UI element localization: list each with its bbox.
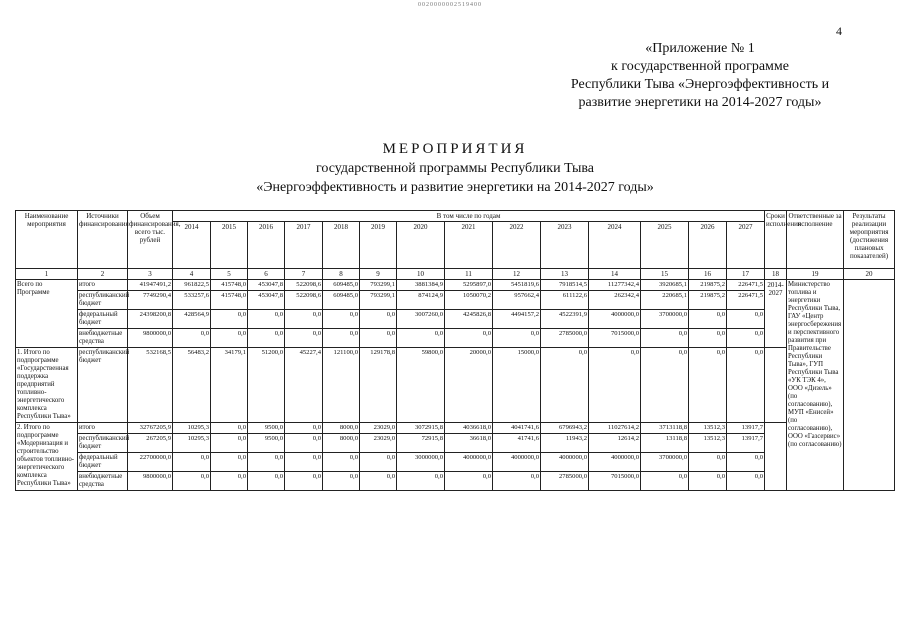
- results-cell: [844, 280, 895, 491]
- appendix-line-3: Республики Тыва «Энергоэффективность и: [570, 77, 830, 92]
- year-value: 226471,5: [727, 291, 765, 310]
- column-number: 2: [78, 269, 128, 280]
- year-header: 2014: [173, 222, 211, 269]
- year-value: 0,0: [397, 329, 445, 348]
- table-row: [16, 280, 895, 291]
- table-row: [16, 472, 895, 491]
- year-value: 0,0: [323, 472, 360, 491]
- funding-source: федеральный бюджет: [78, 453, 128, 472]
- year-value: 220685,1: [641, 291, 689, 310]
- year-value: 0,0: [248, 453, 285, 472]
- column-number: 20: [844, 269, 895, 280]
- funding-source: республиканский бюджет: [78, 291, 128, 310]
- year-value: 957662,4: [493, 291, 541, 310]
- year-value: 0,0: [323, 329, 360, 348]
- year-header: 2015: [211, 222, 248, 269]
- year-value: 56483,2: [173, 348, 211, 423]
- year-value: 453047,8: [248, 280, 285, 291]
- year-value: 0,0: [727, 453, 765, 472]
- column-number: 4: [173, 269, 211, 280]
- column-number: 12: [493, 269, 541, 280]
- year-value: 4000000,0: [589, 453, 641, 472]
- year-value: 59800,0: [397, 348, 445, 423]
- year-value: 5451819,6: [493, 280, 541, 291]
- total-value: 532168,5: [128, 348, 173, 423]
- year-header: 2026: [689, 222, 727, 269]
- total-value: 24398200,8: [128, 310, 173, 329]
- year-value: 0,0: [689, 310, 727, 329]
- year-value: 961822,5: [173, 280, 211, 291]
- year-value: 0,0: [285, 329, 323, 348]
- measure-name: Всего по Программе: [16, 280, 78, 348]
- year-value: 41741,6: [493, 434, 541, 453]
- deadline-cell: [765, 423, 787, 491]
- year-value: 23029,0: [360, 434, 397, 453]
- year-value: 3881384,9: [397, 280, 445, 291]
- year-header: 2020: [397, 222, 445, 269]
- funding-source: внебюджетные средства: [78, 329, 128, 348]
- table-row: [16, 348, 895, 423]
- document-title: [190, 140, 720, 197]
- year-value: 0,0: [689, 453, 727, 472]
- funding-source: федеральный бюджет: [78, 310, 128, 329]
- year-value: 0,0: [727, 472, 765, 491]
- year-value: 72915,8: [397, 434, 445, 453]
- year-value: 0,0: [211, 472, 248, 491]
- year-value: 0,0: [173, 329, 211, 348]
- year-value: 3700000,0: [641, 453, 689, 472]
- table-row: [16, 329, 895, 348]
- column-number: 14: [589, 269, 641, 280]
- year-value: 0,0: [360, 329, 397, 348]
- year-value: 0,0: [727, 348, 765, 423]
- year-value: 5295897,0: [445, 280, 493, 291]
- responsible-cell: Министерство топлива и энергетики Республики Тыва, ГАУ «Центр энергосбережения и перспективного развития при Правительстве Республики Тыва», ГУП Республики Тыва «УК ТЭК 4», ООО «Дизель» (по согласованию), МУП «Енисей» (по согласованию), ООО «Газсервис» (по согласованию): [787, 280, 844, 491]
- measures-table: [15, 210, 895, 491]
- year-value: 0,0: [285, 453, 323, 472]
- year-value: 0,0: [211, 434, 248, 453]
- year-value: 219875,2: [689, 291, 727, 310]
- total-value: 22700000,0: [128, 453, 173, 472]
- year-value: 4000000,0: [541, 453, 589, 472]
- measure-name: 2. Итого по подпрограмме «Модернизация и строительство объектов топливно-энергетического комплекса Республики Тыва»: [16, 423, 78, 491]
- funding-source: республиканский бюджет: [78, 348, 128, 423]
- year-value: 20000,0: [445, 348, 493, 423]
- year-value: 793299,1: [360, 280, 397, 291]
- year-value: 3072915,8: [397, 423, 445, 434]
- year-value: 0,0: [689, 472, 727, 491]
- year-value: 0,0: [641, 348, 689, 423]
- appendix-line-1: «Приложение № 1: [645, 41, 755, 56]
- year-value: 34179,1: [211, 348, 248, 423]
- year-value: 3920685,1: [641, 280, 689, 291]
- header-results: Результаты реализации мероприятия (достижения плановых показателей): [844, 211, 895, 269]
- year-value: 7015000,0: [589, 472, 641, 491]
- column-number: 10: [397, 269, 445, 280]
- column-number: 9: [360, 269, 397, 280]
- column-number: 5: [211, 269, 248, 280]
- year-value: 415748,0: [211, 291, 248, 310]
- year-value: 2785000,0: [541, 472, 589, 491]
- total-value: 267205,9: [128, 434, 173, 453]
- year-value: 6796943,2: [541, 423, 589, 434]
- year-value: 609485,0: [323, 280, 360, 291]
- year-value: 0,0: [493, 472, 541, 491]
- title-line-3: «Энергоэффективность и развитие энергетики на 2014-2027 годы»: [256, 180, 654, 195]
- year-value: 0,0: [173, 453, 211, 472]
- header-name: Наименование мероприятия: [16, 211, 78, 269]
- year-value: 611122,6: [541, 291, 589, 310]
- year-value: 4245826,8: [445, 310, 493, 329]
- year-header: 2018: [323, 222, 360, 269]
- year-value: 0,0: [211, 423, 248, 434]
- year-value: 0,0: [323, 453, 360, 472]
- year-value: 13118,8: [641, 434, 689, 453]
- year-header: 2027: [727, 222, 765, 269]
- year-value: 874124,9: [397, 291, 445, 310]
- year-value: 10295,3: [173, 423, 211, 434]
- year-value: 0,0: [445, 472, 493, 491]
- year-value: 522098,6: [285, 291, 323, 310]
- year-value: 9500,0: [248, 423, 285, 434]
- page-top-stamp: 0020000002519400: [418, 2, 482, 8]
- year-value: 2785000,0: [541, 329, 589, 348]
- year-value: 0,0: [397, 472, 445, 491]
- column-number: 16: [689, 269, 727, 280]
- table-row: [16, 291, 895, 310]
- page-number: 4: [836, 24, 842, 38]
- year-value: 11943,2: [541, 434, 589, 453]
- column-number: 1: [16, 269, 78, 280]
- year-value: 8000,0: [323, 423, 360, 434]
- year-value: 4041741,6: [493, 423, 541, 434]
- total-value: 41947491,2: [128, 280, 173, 291]
- year-value: 51200,0: [248, 348, 285, 423]
- year-value: 11277342,4: [589, 280, 641, 291]
- table-row: [16, 310, 895, 329]
- column-number: 18: [765, 269, 787, 280]
- deadline-cell: 2014-2027: [765, 280, 787, 348]
- year-value: 7918514,5: [541, 280, 589, 291]
- year-value: 226471,5: [727, 280, 765, 291]
- year-value: 0,0: [360, 310, 397, 329]
- year-value: 533257,6: [173, 291, 211, 310]
- column-number: 13: [541, 269, 589, 280]
- year-value: 0,0: [493, 329, 541, 348]
- year-value: 0,0: [173, 472, 211, 491]
- year-value: 453047,8: [248, 291, 285, 310]
- header-by-years: В том числе по годам: [173, 211, 765, 222]
- year-value: 3007260,0: [397, 310, 445, 329]
- column-number: 7: [285, 269, 323, 280]
- year-header: 2019: [360, 222, 397, 269]
- header-deadline: Сроки исполнения: [765, 211, 787, 269]
- appendix-line-2: к государственной программе: [611, 59, 789, 74]
- year-value: 1050070,2: [445, 291, 493, 310]
- year-value: 219875,2: [689, 280, 727, 291]
- header-volume: Объем финансирования, всего тыс. рублей: [128, 211, 173, 269]
- year-value: 0,0: [727, 329, 765, 348]
- year-value: 0,0: [360, 453, 397, 472]
- year-value: 11027614,2: [589, 423, 641, 434]
- year-value: 121100,0: [323, 348, 360, 423]
- year-value: 3713118,8: [641, 423, 689, 434]
- year-value: 0,0: [285, 310, 323, 329]
- column-number: 11: [445, 269, 493, 280]
- appendix-line-4: развитие энергетики на 2014-2027 годы»: [578, 95, 822, 110]
- year-value: 4000000,0: [589, 310, 641, 329]
- year-value: 13512,3: [689, 434, 727, 453]
- year-value: 262342,4: [589, 291, 641, 310]
- year-value: 0,0: [689, 348, 727, 423]
- year-value: 3000000,0: [397, 453, 445, 472]
- year-value: 23029,0: [360, 423, 397, 434]
- year-value: 609485,0: [323, 291, 360, 310]
- year-value: 0,0: [323, 310, 360, 329]
- year-value: 9500,0: [248, 434, 285, 453]
- header-responsible: Ответственные за исполнение: [787, 211, 844, 269]
- year-value: 428564,9: [173, 310, 211, 329]
- year-value: 4000000,0: [445, 453, 493, 472]
- year-value: 0,0: [211, 310, 248, 329]
- year-header: 2016: [248, 222, 285, 269]
- year-header: 2024: [589, 222, 641, 269]
- year-value: 13512,3: [689, 423, 727, 434]
- total-value: 9800000,0: [128, 472, 173, 491]
- year-value: 4036618,0: [445, 423, 493, 434]
- year-value: 4522391,9: [541, 310, 589, 329]
- year-value: 0,0: [360, 472, 397, 491]
- column-number: 6: [248, 269, 285, 280]
- year-value: 10295,3: [173, 434, 211, 453]
- year-value: 0,0: [541, 348, 589, 423]
- year-header: 2023: [541, 222, 589, 269]
- year-value: 0,0: [211, 329, 248, 348]
- funding-source: республиканский бюджет: [78, 434, 128, 453]
- year-value: 0,0: [211, 453, 248, 472]
- funding-source: итого: [78, 423, 128, 434]
- year-header: 2022: [493, 222, 541, 269]
- column-number: 8: [323, 269, 360, 280]
- year-value: 15000,0: [493, 348, 541, 423]
- year-value: 129178,8: [360, 348, 397, 423]
- year-value: 793299,1: [360, 291, 397, 310]
- header-row: [16, 211, 895, 222]
- year-value: 415748,0: [211, 280, 248, 291]
- table-row: [16, 453, 895, 472]
- funding-source: итого: [78, 280, 128, 291]
- year-value: 0,0: [641, 472, 689, 491]
- year-value: 7015000,0: [589, 329, 641, 348]
- year-value: 0,0: [589, 348, 641, 423]
- year-value: 0,0: [445, 329, 493, 348]
- year-value: 0,0: [285, 434, 323, 453]
- year-value: 36618,0: [445, 434, 493, 453]
- year-header: 2017: [285, 222, 323, 269]
- year-value: 45227,4: [285, 348, 323, 423]
- column-number: 3: [128, 269, 173, 280]
- year-value: 4000000,0: [493, 453, 541, 472]
- title-line-1: МЕРОПРИЯТИЯ: [382, 141, 528, 157]
- table-row: [16, 423, 895, 434]
- year-value: 3700000,0: [641, 310, 689, 329]
- year-value: 0,0: [285, 472, 323, 491]
- header-sources: Источники финансирования: [78, 211, 128, 269]
- title-line-2: государственной программы Республики Тыва: [316, 161, 594, 176]
- total-value: 7749290,4: [128, 291, 173, 310]
- deadline-cell: [765, 348, 787, 423]
- year-value: 0,0: [641, 329, 689, 348]
- year-value: 13917,7: [727, 423, 765, 434]
- table-row: [16, 434, 895, 453]
- year-value: 0,0: [285, 423, 323, 434]
- total-value: 9800000,0: [128, 329, 173, 348]
- total-value: 32767205,9: [128, 423, 173, 434]
- year-value: 0,0: [248, 472, 285, 491]
- year-value: 4494157,2: [493, 310, 541, 329]
- column-number: 19: [787, 269, 844, 280]
- year-value: 522098,6: [285, 280, 323, 291]
- year-value: 12614,2: [589, 434, 641, 453]
- year-value: 0,0: [248, 329, 285, 348]
- year-header: 2025: [641, 222, 689, 269]
- year-value: 0,0: [689, 329, 727, 348]
- measure-name: 1. Итого по подпрограмме «Государственная поддержка предприятий топливно-энергетического комплекса Республики Тыва»: [16, 348, 78, 423]
- year-value: 13917,7: [727, 434, 765, 453]
- column-number-row: [16, 269, 895, 280]
- appendix-header: [540, 40, 860, 112]
- year-value: 0,0: [248, 310, 285, 329]
- year-value: 0,0: [727, 310, 765, 329]
- year-value: 8000,0: [323, 434, 360, 453]
- year-header: 2021: [445, 222, 493, 269]
- column-number: 15: [641, 269, 689, 280]
- funding-source: внебюджетные средства: [78, 472, 128, 491]
- column-number: 17: [727, 269, 765, 280]
